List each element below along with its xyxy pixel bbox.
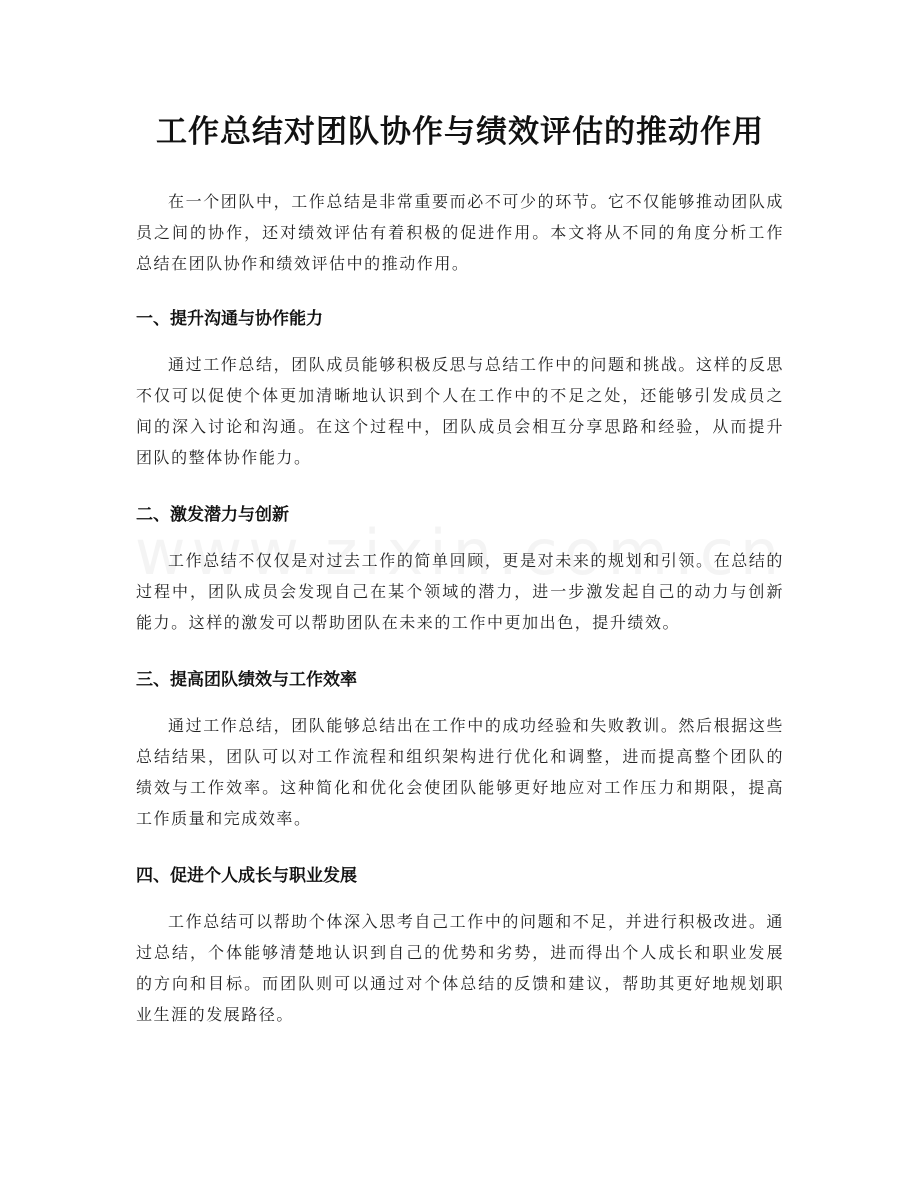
document-title: 工作总结对团队协作与绩效评估的推动作用 xyxy=(156,114,764,150)
intro-paragraph: 在一个团队中，工作总结是非常重要而必不可少的环节。它不仅能够推动团队成员之间的协作，还对绩效评估有着积极的促进作用。本文将从不同的角度分析工作总结在团队协作和绩效评估中的推动作用。 xyxy=(136,192,784,273)
section-body-2: 工作总结不仅仅是对过去工作的简单回顾，更是对未来的规划和引领。在总结的过程中，团队成员会发现自己在某个领域的潜力，进一步激发起自己的动力与创新能力。这样的激发可以帮助团队在未来的工作中更加出色，提升绩效。 xyxy=(136,551,784,632)
section-heading-4: 四、促进个人成长与职业发展 xyxy=(136,866,357,886)
section-body-1: 通过工作总结，团队成员能够积极反思与总结工作中的问题和挑战。这样的反思不仅可以促使个体更加清晰地认识到个人在工作中的不足之处，还能够引发成员之间的深入讨论和沟通。在这个过程中，团队成员会相互分享思路和经验，从而提升团队的整体协作能力。 xyxy=(136,355,784,467)
section-heading-1: 一、提升沟通与协作能力 xyxy=(136,309,323,329)
section-body-3: 通过工作总结，团队能够总结出在工作中的成功经验和失败教训。然后根据这些总结结果，团队可以对工作流程和组织架构进行优化和调整，进而提高整个团队的绩效与工作效率。这种简化和优化会使团队能够更好地应对工作压力和期限，提高工作质量和完成效率。 xyxy=(136,716,784,828)
section-heading-2: 二、激发潜力与创新 xyxy=(136,505,289,525)
section-body-4: 工作总结可以帮助个体深入思考自己工作中的问题和不足，并进行积极改进。通过总结，个体能够清楚地认识到自己的优势和劣势，进而得出个人成长和职业发展的方向和目标。而团队则可以通过对个体总结的反馈和建议，帮助其更好地规划职业生涯的发展路径。 xyxy=(136,912,784,1024)
section-heading-3: 三、提高团队绩效与工作效率 xyxy=(136,670,357,690)
